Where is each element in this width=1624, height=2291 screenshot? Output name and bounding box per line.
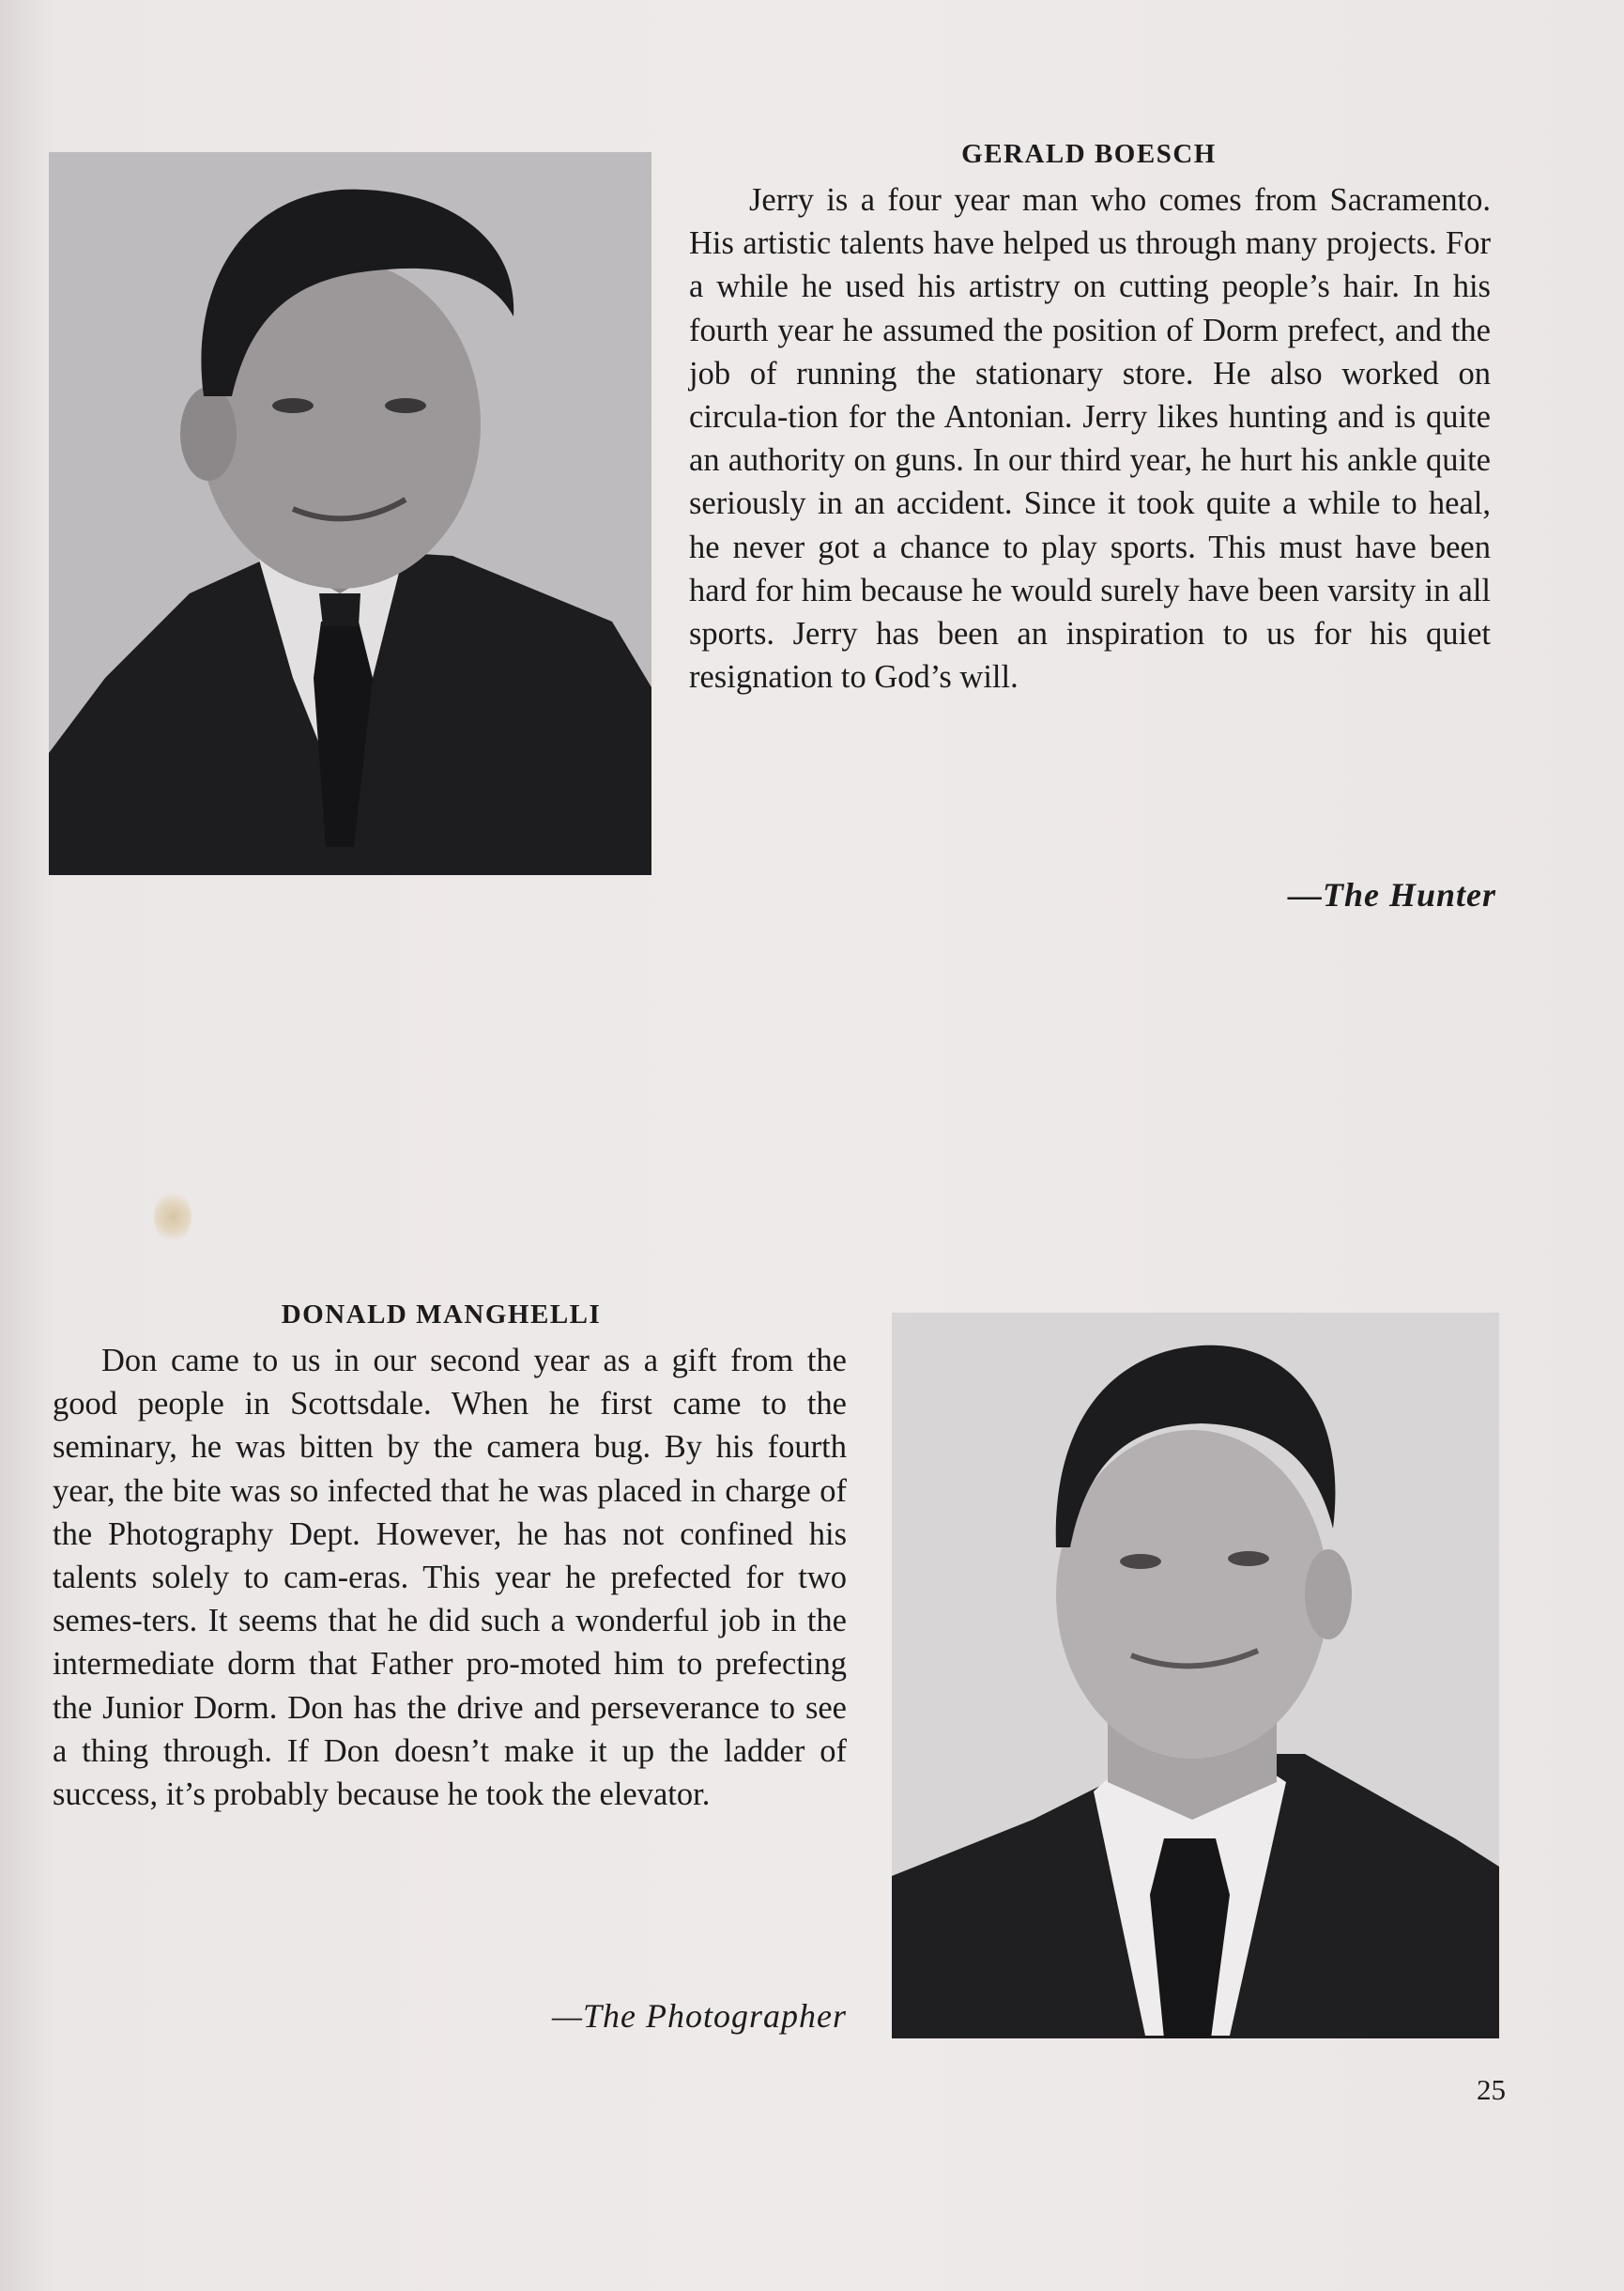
bio-text-donald-manghelli: Don came to us in our second year as a gift from the good people in Scottsdale. When he first came to the seminary, he was bitten by the camera bug. By his fourth year, the bite was so infected that he was placed in charge of the Photography Dept. However, he has not confined his talents solely to cam-eras. This year he prefected for two semes-ters. It seems that he did such a wonderful job in the intermediate dorm that Father pro-moted him to prefecting the Junior Dorm. Don has the drive and perseverance to see a thing through. If Don doesn’t make it up the ladder of success, it’s probably because he took the elevator. [53, 1343, 847, 1813]
portrait-photo-donald-manghelli [892, 1313, 1499, 2038]
bio-text-gerald-boesch: Jerry is a four year man who comes from Sacramento. His artistic talents have helped us through many projects. For a while he used his artistry on cutting people’s hair. In his fourth year he assumed the position of Dorm prefect, and the job of running the stationary store. He also worked on circula-tion for the Antonian. Jerry likes hunting and is quite an authority on guns. In our third year, he hurt his ankle quite seriously in an accident. Since it took quite a while to heal, he never got a chance to play sports. This must have been hard for him because he would surely have been varsity in all sports. Jerry has been an inspiration to us for his quiet resignation to God’s will. [689, 182, 1491, 696]
page-number: 25 [1477, 2073, 1506, 2106]
portrait-photo-gerald-boesch [49, 152, 651, 875]
signature-donald-manghelli: —The Photographer [552, 1997, 847, 2035]
signature-gerald-boesch: —The Hunter [1287, 876, 1496, 914]
name-heading-donald-manghelli: DONALD MANGHELLI [281, 1299, 602, 1330]
paper-stain [154, 1191, 192, 1243]
name-heading-gerald-boesch: GERALD BOESCH [961, 139, 1217, 169]
